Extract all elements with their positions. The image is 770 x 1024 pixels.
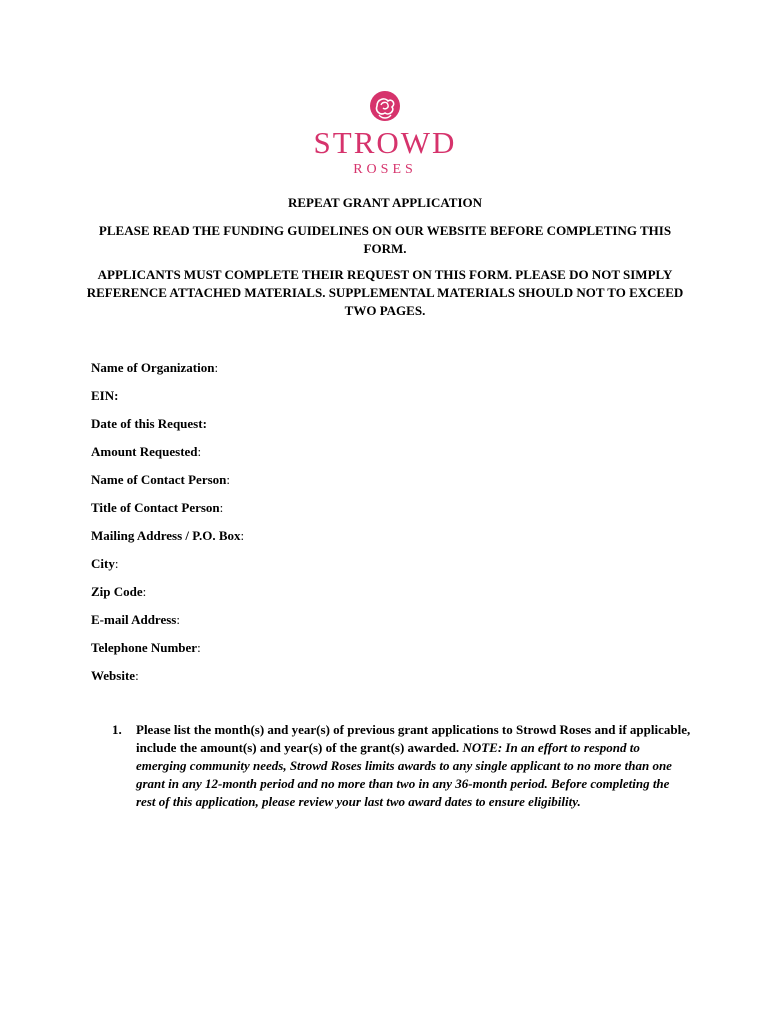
applicant-fields <box>91 359 244 695</box>
field-website[interactable]: Website: <box>91 668 139 683</box>
field-amount-requested[interactable]: Amount Requested: <box>91 444 202 459</box>
field-telephone-number[interactable]: Telephone Number: <box>91 640 201 655</box>
field-name-of-organization[interactable]: Name of Organization: <box>91 360 219 375</box>
guidelines-notice: PLEASE READ THE FUNDING GUIDELINES ON OUR WEBSITE BEFORE COMPLETING THIS FORM. <box>98 223 672 256</box>
field-mailing-address[interactable]: Mailing Address / P.O. Box: <box>91 528 245 543</box>
rose-icon <box>367 90 403 124</box>
logo-subtitle: ROSES <box>353 162 417 177</box>
logo-wordmark: STROWD <box>313 125 457 160</box>
field-date-of-request[interactable]: Date of this Request: <box>91 416 207 431</box>
eligibility-note: NOTE: In an effort to respond to emerging community needs, Strowd Roses limits awards to any single applicant to no more than one grant in any 12-month period and no more than two in any 36-month period. Before completing the rest of this application, please review your last two award dates to ensure eligibility. <box>136 740 672 809</box>
field-email-address[interactable]: E-mail Address: <box>91 612 180 627</box>
strowd-roses-logo <box>0 90 770 178</box>
field-zip-code[interactable]: Zip Code: <box>91 584 147 599</box>
question-text: Please list the month(s) and year(s) of previous grant applications to Strowd Roses and if applicable, include the amount(s) and year(s) of the grant(s) awarded. NOTE: In an effort to respond to emerging community needs, Strowd Roses limits awards to any single applicant to no more than one grant in any 12-month period and no more than two in any 36-month period. Before completing the rest of this application, please review your last two award dates to ensure eligibility. <box>136 722 691 809</box>
question-1 <box>112 721 692 811</box>
question-number: 1. <box>112 722 122 737</box>
instructions-notice: APPLICANTS MUST COMPLETE THEIR REQUEST ON THIS FORM. PLEASE DO NOT SIMPLY REFERENCE ATTACHED MATERIALS. SUPPLEMENTAL MATERIALS SHOULD NOT TO EXCEED TWO PAGES. <box>86 267 684 318</box>
field-contact-name[interactable]: Name of Contact Person: <box>91 472 231 487</box>
field-city[interactable]: City: <box>91 556 119 571</box>
page-title: REPEAT GRANT APPLICATION <box>287 195 483 210</box>
field-ein[interactable]: EIN: <box>91 388 119 403</box>
field-contact-title[interactable]: Title of Contact Person: <box>91 500 224 515</box>
